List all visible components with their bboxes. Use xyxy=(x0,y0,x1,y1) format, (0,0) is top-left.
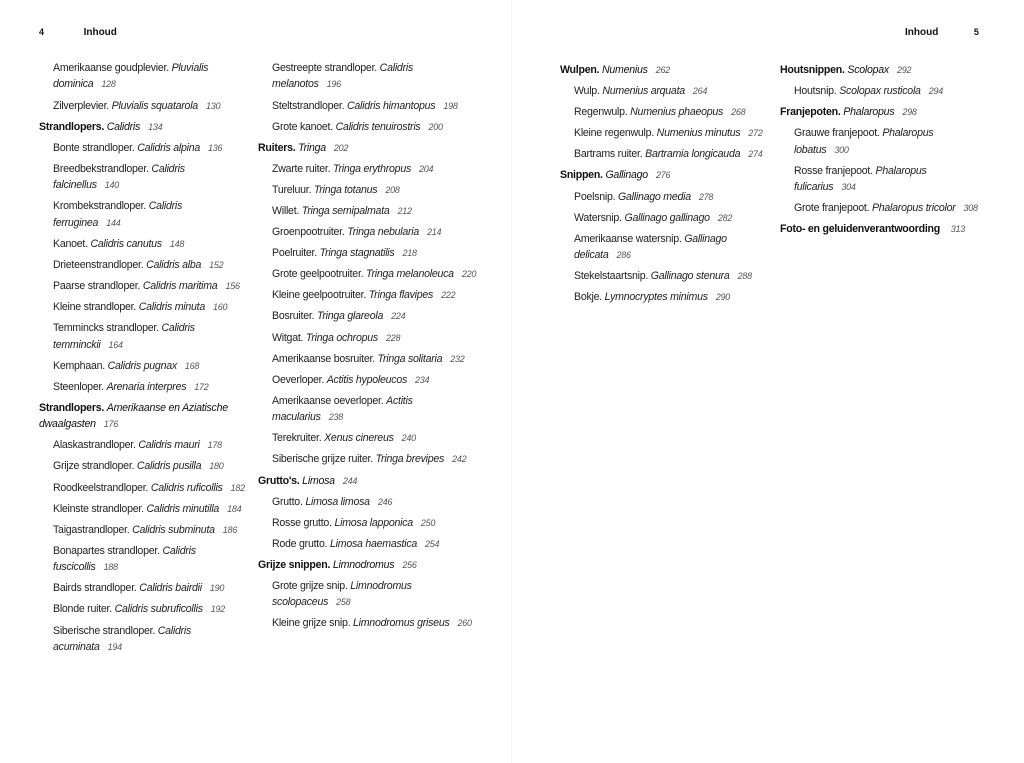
entry-page-number: 222 xyxy=(441,290,456,301)
entry-page-number: 204 xyxy=(419,163,434,174)
entry-latin-name: Calidris xyxy=(106,120,141,133)
toc-species-entry xyxy=(560,146,765,162)
entry-latin-name: Scolopax xyxy=(847,64,889,76)
entry-page-number: 200 xyxy=(428,121,443,132)
entry-latin-name: Pluvialis dominica xyxy=(53,62,209,91)
entry-page-number: 278 xyxy=(698,191,714,202)
entry-latin-name: Calidris maritima xyxy=(142,279,218,292)
entry-latin-name: Amerikaanse en Aziatische dwaalgasten xyxy=(39,401,228,431)
toc-species-entry xyxy=(39,257,249,273)
entry-common-name: Rode grutto. xyxy=(272,537,328,550)
entry-common-name: Blonde ruiter. xyxy=(53,603,112,616)
entry-latin-name: Limosa lapponica xyxy=(334,516,413,529)
entry-page-number: 304 xyxy=(841,182,856,193)
entry-latin-name: Calidris falcinellus xyxy=(53,162,185,192)
entry-common-name: Gestreepte strandloper. xyxy=(272,62,377,74)
entry-latin-name: Lymnocryptes minimus xyxy=(604,291,708,304)
entry-latin-name: Calidris tenuirostris xyxy=(335,120,421,133)
toc-group-entry xyxy=(560,62,765,78)
entry-common-name: Watersnip. xyxy=(574,211,622,224)
entry-page-number: 134 xyxy=(148,121,163,132)
entry-page-number: 130 xyxy=(205,100,221,111)
entry-page-number: 238 xyxy=(328,412,344,423)
toc-species-entry xyxy=(258,393,483,426)
entry-common-name: Snippen. xyxy=(560,169,603,182)
toc-species-entry xyxy=(560,268,765,284)
entry-page-number: 242 xyxy=(452,454,467,465)
toc-group-entry xyxy=(258,557,483,573)
entry-common-name: Siberische strandloper. xyxy=(53,624,156,637)
entry-common-name: Groenpootruiter. xyxy=(272,226,345,239)
toc-species-entry xyxy=(560,104,765,120)
entry-common-name: Taigastrandloper. xyxy=(53,523,130,536)
entry-common-name: Grauwe franjepoot. xyxy=(794,127,880,140)
toc-species-entry xyxy=(39,299,249,315)
entry-common-name: Drieteenstrandloper. xyxy=(53,258,144,271)
entry-common-name: Bosruiter. xyxy=(272,310,315,323)
toc-column-1 xyxy=(39,60,249,660)
entry-page-number: 250 xyxy=(420,517,436,528)
entry-page-number: 172 xyxy=(194,381,209,392)
entry-latin-name: Limosa limosa xyxy=(305,495,370,508)
entry-latin-name: Phalaropus lobatus xyxy=(794,127,934,156)
entry-latin-name: Actitis macularius xyxy=(272,394,413,424)
entry-page-number: 192 xyxy=(210,604,226,615)
entry-latin-name: Tringa stagnatilis xyxy=(319,247,395,260)
toc-species-entry xyxy=(39,522,249,538)
entry-page-number: 180 xyxy=(209,461,224,472)
entry-common-name: Grote franjepoot. xyxy=(794,202,870,215)
entry-latin-name: Phalaropus xyxy=(843,106,895,119)
left-page-header xyxy=(39,27,117,38)
entry-common-name: Bonapartes strandloper. xyxy=(53,544,160,557)
entry-page-number: 282 xyxy=(717,212,733,223)
entry-common-name: Roodkeelstrandloper. xyxy=(53,481,149,494)
entry-page-number: 292 xyxy=(896,65,912,75)
entry-page-number: 168 xyxy=(184,360,200,371)
entry-common-name: Grutto. xyxy=(272,495,303,508)
entry-latin-name: Calidris ruficollis xyxy=(150,481,223,494)
entry-latin-name: Phalaropus tricolor xyxy=(871,202,956,215)
toc-species-entry xyxy=(39,601,249,617)
entry-common-name: Siberische grijze ruiter. xyxy=(272,453,373,466)
toc-species-entry xyxy=(258,119,483,135)
toc-species-entry xyxy=(39,161,249,194)
entry-common-name: Wulp. xyxy=(574,85,600,98)
entry-page-number: 190 xyxy=(209,583,225,594)
entry-common-name: Grijze snippen. xyxy=(258,558,331,571)
entry-page-number: 286 xyxy=(616,250,631,261)
toc-species-entry xyxy=(39,198,249,231)
entry-page-number: 254 xyxy=(425,538,440,549)
toc-species-entry xyxy=(39,580,249,596)
entry-common-name: Terekruiter. xyxy=(272,432,322,445)
entry-common-name: Paarse strandloper. xyxy=(53,279,141,292)
toc-species-entry xyxy=(258,224,483,240)
gutter-divider xyxy=(511,0,512,763)
toc-group-entry xyxy=(39,400,249,433)
entry-common-name: Grote geelpootruiter. xyxy=(272,268,364,281)
entry-latin-name: Calidris pusilla xyxy=(136,460,202,473)
toc-species-entry xyxy=(39,320,249,353)
entry-latin-name: Limnodromus griseus xyxy=(352,617,450,630)
entry-page-number: 208 xyxy=(385,184,400,195)
entry-common-name: Stekelstaartsnip. xyxy=(574,270,649,283)
entry-latin-name: Calidris pugnax xyxy=(107,359,177,372)
entry-page-number: 232 xyxy=(450,353,465,364)
entry-latin-name: Calidris minuta xyxy=(138,301,206,314)
entry-page-number: 194 xyxy=(107,641,122,652)
entry-page-number: 240 xyxy=(401,433,416,444)
entry-common-name: Steenloper. xyxy=(53,380,104,393)
toc-species-entry xyxy=(258,161,483,177)
right-page-header xyxy=(905,27,979,38)
entry-common-name: Houtsnip. xyxy=(794,85,837,98)
entry-page-number: 148 xyxy=(169,238,185,249)
toc-species-entry xyxy=(39,458,249,474)
entry-page-number: 288 xyxy=(737,271,752,282)
entry-latin-name: Scolopax rusticola xyxy=(839,85,921,98)
toc-species-entry xyxy=(39,358,249,374)
entry-latin-name: Calidris acuminata xyxy=(53,624,192,653)
entry-latin-name: Phalaropus fulicarius xyxy=(794,164,927,194)
entry-latin-name: Xenus cinereus xyxy=(324,432,394,445)
toc-species-entry xyxy=(258,245,483,261)
entry-common-name: Grote kanoet. xyxy=(272,120,333,133)
entry-page-number: 160 xyxy=(213,302,228,313)
entry-common-name: Kleine strandloper. xyxy=(53,301,136,314)
entry-page-number: 152 xyxy=(209,259,224,270)
entry-page-number: 184 xyxy=(227,503,242,514)
entry-latin-name: Numenius xyxy=(601,64,648,76)
entry-common-name: Tureluur. xyxy=(272,183,312,196)
entry-page-number: 178 xyxy=(207,440,222,451)
toc-species-entry xyxy=(39,501,249,517)
entry-latin-name: Numenius arquata xyxy=(602,85,685,98)
toc-species-entry xyxy=(258,494,483,510)
entry-common-name: Witgat. xyxy=(272,331,304,344)
entry-latin-name: Limnodromus scolopaceus xyxy=(272,579,412,609)
entry-page-number: 202 xyxy=(333,142,349,153)
entry-latin-name: Calidris mauri xyxy=(138,439,200,452)
entry-common-name: Amerikaanse oeverloper. xyxy=(272,394,384,407)
entry-common-name: Steltstrandloper. xyxy=(272,99,345,112)
toc-species-entry xyxy=(39,379,249,395)
entry-page-number: 224 xyxy=(391,311,406,322)
entry-common-name: Kanoet. xyxy=(53,237,88,250)
toc-species-entry xyxy=(560,125,765,141)
entry-page-number: 188 xyxy=(103,562,118,573)
toc-species-entry xyxy=(258,308,483,324)
entry-latin-name: Calidris subruficollis xyxy=(114,603,203,616)
entry-common-name: Grutto's. xyxy=(258,474,300,487)
toc-species-entry xyxy=(780,83,990,99)
entry-common-name: Amerikaanse goudplevier. xyxy=(53,62,169,74)
entry-latin-name: Calidris ferruginea xyxy=(53,200,183,229)
entry-page-number: 264 xyxy=(692,86,708,97)
entry-page-number: 156 xyxy=(225,280,240,291)
toc-species-entry xyxy=(39,236,249,252)
entry-page-number: 272 xyxy=(748,128,763,139)
entry-common-name: Alaskastrandloper. xyxy=(53,439,136,452)
entry-page-number: 164 xyxy=(108,339,123,350)
entry-page-number: 313 xyxy=(950,224,965,235)
entry-latin-name: Calidris alpina xyxy=(137,141,200,154)
entry-latin-name: Actitis hypoleucos xyxy=(326,373,408,386)
entry-common-name: Amerikaanse watersnip. xyxy=(574,232,682,245)
entry-common-name: Grijze strandloper. xyxy=(53,460,135,473)
entry-latin-name: Calidris alba xyxy=(146,258,202,271)
entry-common-name: Ruiters. xyxy=(258,141,296,154)
entry-common-name: Kleine grijze snip. xyxy=(272,617,351,630)
entry-common-name: Rosse franjepoot. xyxy=(794,164,873,177)
entry-latin-name: Limnodromus xyxy=(332,558,395,571)
entry-latin-name: Tringa xyxy=(298,141,326,154)
entry-common-name: Foto- en geluidenverantwoording xyxy=(780,223,940,236)
entry-common-name: Temmincks strandloper. xyxy=(53,322,159,335)
entry-common-name: Houtsnippen. xyxy=(780,64,845,76)
entry-page-number: 260 xyxy=(457,618,472,629)
entry-common-name: Oeverloper. xyxy=(272,373,325,386)
entry-page-number: 176 xyxy=(103,419,119,430)
toc-species-entry xyxy=(258,536,483,552)
toc-group-entry xyxy=(39,119,249,135)
toc-species-entry xyxy=(258,287,483,303)
entry-latin-name: Calidris bairdii xyxy=(139,582,202,595)
entry-page-number: 220 xyxy=(461,269,477,280)
toc-group-entry xyxy=(258,140,483,156)
left-page-title: Inhoud xyxy=(83,27,117,38)
toc-species-entry xyxy=(258,451,483,467)
entry-page-number: 290 xyxy=(715,292,731,303)
toc-species-entry xyxy=(780,125,990,158)
entry-page-number: 244 xyxy=(342,475,358,486)
toc-species-entry xyxy=(258,60,483,93)
toc-species-entry xyxy=(39,60,249,93)
toc-species-entry xyxy=(258,266,483,282)
toc-species-entry xyxy=(780,200,990,216)
entry-latin-name: Tringa glareola xyxy=(316,310,384,323)
toc-species-entry xyxy=(39,98,249,114)
entry-page-number: 308 xyxy=(963,203,978,214)
entry-common-name: Breedbekstrandloper. xyxy=(53,162,149,175)
toc-species-entry xyxy=(39,140,249,156)
entry-common-name: Regenwulp. xyxy=(574,106,628,119)
toc-species-entry xyxy=(39,437,249,453)
toc-group-entry xyxy=(560,167,765,183)
entry-latin-name: Calidris melanotos xyxy=(272,62,413,91)
toc-species-entry xyxy=(258,330,483,346)
entry-page-number: 294 xyxy=(928,86,943,97)
toc-species-entry xyxy=(258,515,483,531)
toc-species-entry xyxy=(560,210,765,226)
entry-page-number: 228 xyxy=(385,332,401,343)
toc-group-entry xyxy=(780,62,990,78)
entry-latin-name: Tringa erythropus xyxy=(333,162,412,175)
entry-page-number: 198 xyxy=(443,100,458,111)
entry-page-number: 258 xyxy=(336,597,351,608)
entry-page-number: 218 xyxy=(402,248,417,259)
entry-latin-name: Gallinago delicata xyxy=(574,232,727,262)
entry-latin-name: Tringa flavipes xyxy=(368,289,434,302)
entry-page-number: 246 xyxy=(377,496,393,507)
entry-page-number: 298 xyxy=(902,107,917,118)
entry-latin-name: Tringa ochropus xyxy=(305,331,378,344)
entry-latin-name: Calidris minutilla xyxy=(146,502,220,515)
entry-page-number: 262 xyxy=(655,65,670,75)
entry-common-name: Kleine regenwulp. xyxy=(574,127,654,140)
entry-common-name: Rosse grutto. xyxy=(272,516,332,529)
toc-group-entry xyxy=(258,473,483,489)
entry-latin-name: Limosa xyxy=(302,474,335,487)
entry-latin-name: Gallinago gallinago xyxy=(624,211,710,224)
entry-page-number: 276 xyxy=(655,170,671,181)
entry-latin-name: Gallinago xyxy=(605,169,648,182)
right-page-number: 5 xyxy=(973,27,979,37)
entry-page-number: 136 xyxy=(208,142,223,153)
entry-common-name: Poelruiter. xyxy=(272,247,317,260)
entry-common-name: Zilverplevier. xyxy=(53,99,109,112)
entry-common-name: Amerikaanse bosruiter. xyxy=(272,352,375,365)
entry-common-name: Bairds strandloper. xyxy=(53,582,137,595)
entry-common-name: Krombekstrandloper. xyxy=(53,200,146,213)
entry-page-number: 256 xyxy=(402,559,417,570)
entry-latin-name: Arenaria interpres xyxy=(106,380,187,393)
entry-page-number: 144 xyxy=(106,217,121,228)
right-page-title: Inhoud xyxy=(905,27,939,38)
entry-latin-name: Gallinago stenura xyxy=(650,270,730,283)
entry-page-number: 214 xyxy=(427,227,442,238)
toc-species-entry xyxy=(560,289,765,305)
toc-species-entry xyxy=(258,615,483,631)
entry-latin-name: Numenius phaeopus xyxy=(630,106,724,119)
entry-latin-name: Calidris subminuta xyxy=(132,523,215,536)
toc-species-entry xyxy=(39,480,249,496)
toc-column-2 xyxy=(258,60,483,637)
toc-species-entry xyxy=(258,372,483,388)
entry-latin-name: Tringa melanoleuca xyxy=(366,268,454,281)
entry-common-name: Kleinste strandloper. xyxy=(53,502,144,515)
entry-latin-name: Limosa haemastica xyxy=(330,537,418,550)
entry-common-name: Bonte strandloper. xyxy=(53,141,135,154)
entry-page-number: 196 xyxy=(326,79,341,90)
toc-species-entry xyxy=(560,189,765,205)
entry-common-name: Zwarte ruiter. xyxy=(272,162,331,175)
entry-latin-name: Tringa totanus xyxy=(313,183,378,196)
entry-latin-name: Numenius minutus xyxy=(656,127,741,140)
entry-page-number: 186 xyxy=(222,524,238,535)
entry-common-name: Kleine geelpootruiter. xyxy=(272,289,367,302)
left-page-number: 4 xyxy=(39,27,45,37)
toc-species-entry xyxy=(258,98,483,114)
toc-species-entry xyxy=(39,278,249,294)
entry-page-number: 300 xyxy=(834,144,849,155)
entry-latin-name: Gallinago media xyxy=(618,190,691,203)
toc-column-3 xyxy=(560,60,765,310)
entry-latin-name: Pluvialis squatarola xyxy=(111,99,198,112)
toc-species-entry xyxy=(258,578,483,611)
toc-species-entry xyxy=(560,231,765,264)
entry-common-name: Bokje. xyxy=(574,291,602,304)
entry-page-number: 140 xyxy=(104,180,120,191)
entry-latin-name: Calidris himantopus xyxy=(347,99,436,112)
entry-latin-name: Tringa nebularia xyxy=(347,226,420,239)
toc-species-entry xyxy=(39,623,249,656)
entry-common-name: Grote grijze snip. xyxy=(272,579,348,592)
toc-group-entry xyxy=(780,221,990,237)
entry-latin-name: Tringa semipalmata xyxy=(301,204,390,217)
entry-latin-name: Calidris temminckii xyxy=(53,322,195,351)
entry-common-name: Wulpen. xyxy=(560,64,600,76)
entry-common-name: Franjepoten. xyxy=(780,106,841,119)
toc-species-entry xyxy=(560,83,765,99)
entry-common-name: Kemphaan. xyxy=(53,359,105,372)
entry-page-number: 274 xyxy=(748,149,763,160)
toc-species-entry xyxy=(258,203,483,219)
entry-latin-name: Bartramia longicauda xyxy=(645,148,741,161)
entry-page-number: 268 xyxy=(731,107,746,118)
entry-page-number: 234 xyxy=(415,374,430,385)
entry-latin-name: Tringa solitaria xyxy=(377,352,443,365)
entry-latin-name: Calidris fuscicollis xyxy=(53,544,196,574)
entry-latin-name: Calidris canutus xyxy=(90,237,162,250)
toc-species-entry xyxy=(39,543,249,576)
entry-page-number: 212 xyxy=(397,205,412,216)
toc-species-entry xyxy=(258,430,483,446)
entry-page-number: 182 xyxy=(230,482,245,493)
entry-common-name: Strandlopers. xyxy=(39,120,105,133)
toc-species-entry xyxy=(780,163,990,196)
toc-column-4 xyxy=(780,60,990,242)
entry-latin-name: Tringa brevipes xyxy=(375,453,445,466)
entry-common-name: Bartrams ruiter. xyxy=(574,148,643,161)
entry-common-name: Willet. xyxy=(272,204,300,217)
toc-group-entry xyxy=(780,104,990,120)
entry-common-name: Strandlopers. xyxy=(39,401,105,414)
toc-species-entry xyxy=(258,351,483,367)
entry-common-name: Poelsnip. xyxy=(574,190,616,203)
entry-page-number: 128 xyxy=(101,79,116,90)
toc-species-entry xyxy=(258,182,483,198)
